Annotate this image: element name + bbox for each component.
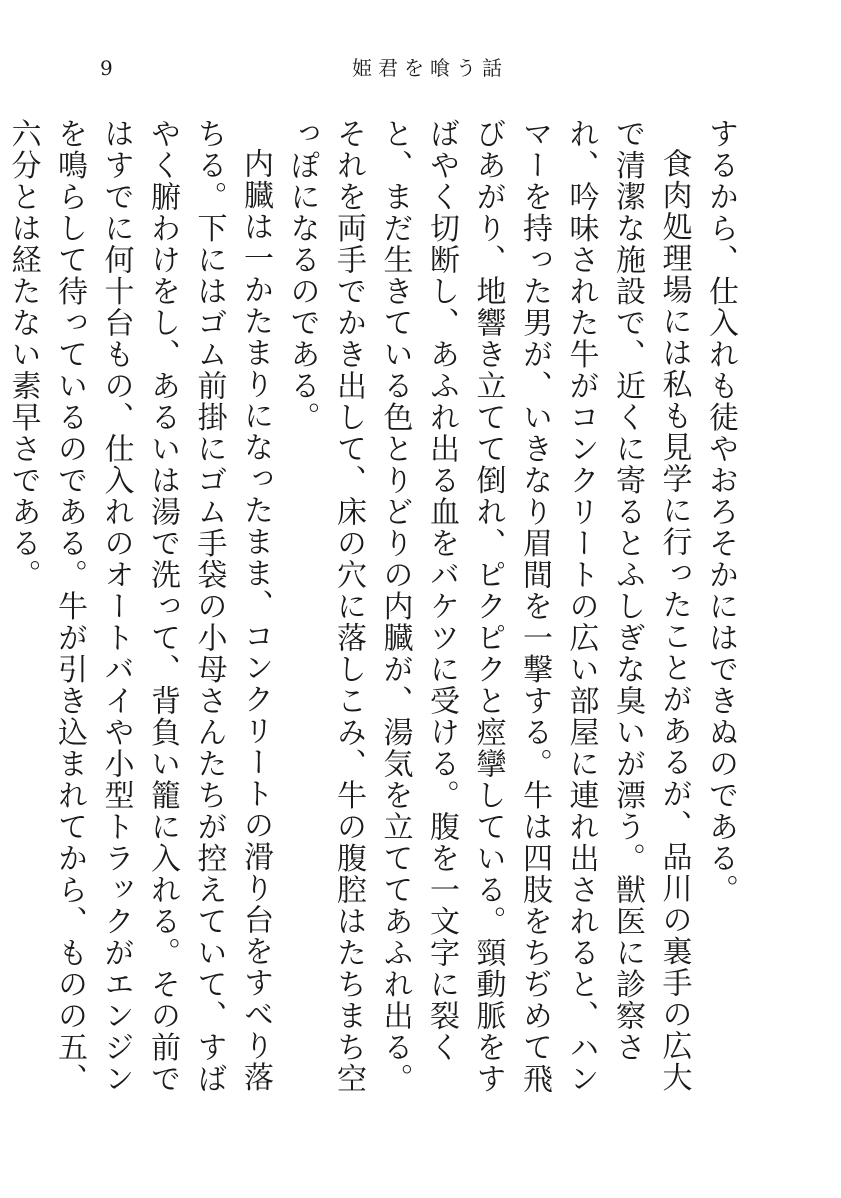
paragraph: 内臓は一かたまりになったまま、コンクリートの滑り台をすべり落ちる。下にはゴム前掛にゴム手袋の小母さんたちが控えていて、すばやく腑わけをし、あるいは湯で洗って、背負い籠に入れる。その前ではすでに何十台もの、仕入れのオートバイや小型トラックがエンジンを鳴らして待っているのである。牛が引き込まれてから、ものの五、六分とは経たない素早さである。 xyxy=(5,118,273,1095)
paragraph: 食肉処理場には私も見学に行ったことがあるが、品川の裏手の広大で清潔な施設で、近くに寄るとふしぎな臭いが漂う。獣医に診察され、吟味された牛がコンクリートの広い部屋に連れ出されると、ハンマーを持った男が、いきなり眉間を一撃する。牛は四肢をちぢめて飛びあがり、地響き立てて倒れ、ピクピクと痙攣している。頸動脈をすばやく切断し、あふれ出る血をバケツに受ける。腹を一文字に裂くと、まだ生きている色とりどりの内臓が、湯気を立ててあふれ出る。それを両手でかき出して、床の穴に落しこみ、牛の腹腔はたちまち空っぽになるのである。 xyxy=(284,118,692,1095)
paragraph: するから、仕入れも徒やおろそかにはできぬのである。 xyxy=(703,118,738,906)
running-title: 姫君を喰う話 xyxy=(352,56,508,80)
body-text xyxy=(0,118,743,1118)
page-number: 9 xyxy=(100,56,113,80)
